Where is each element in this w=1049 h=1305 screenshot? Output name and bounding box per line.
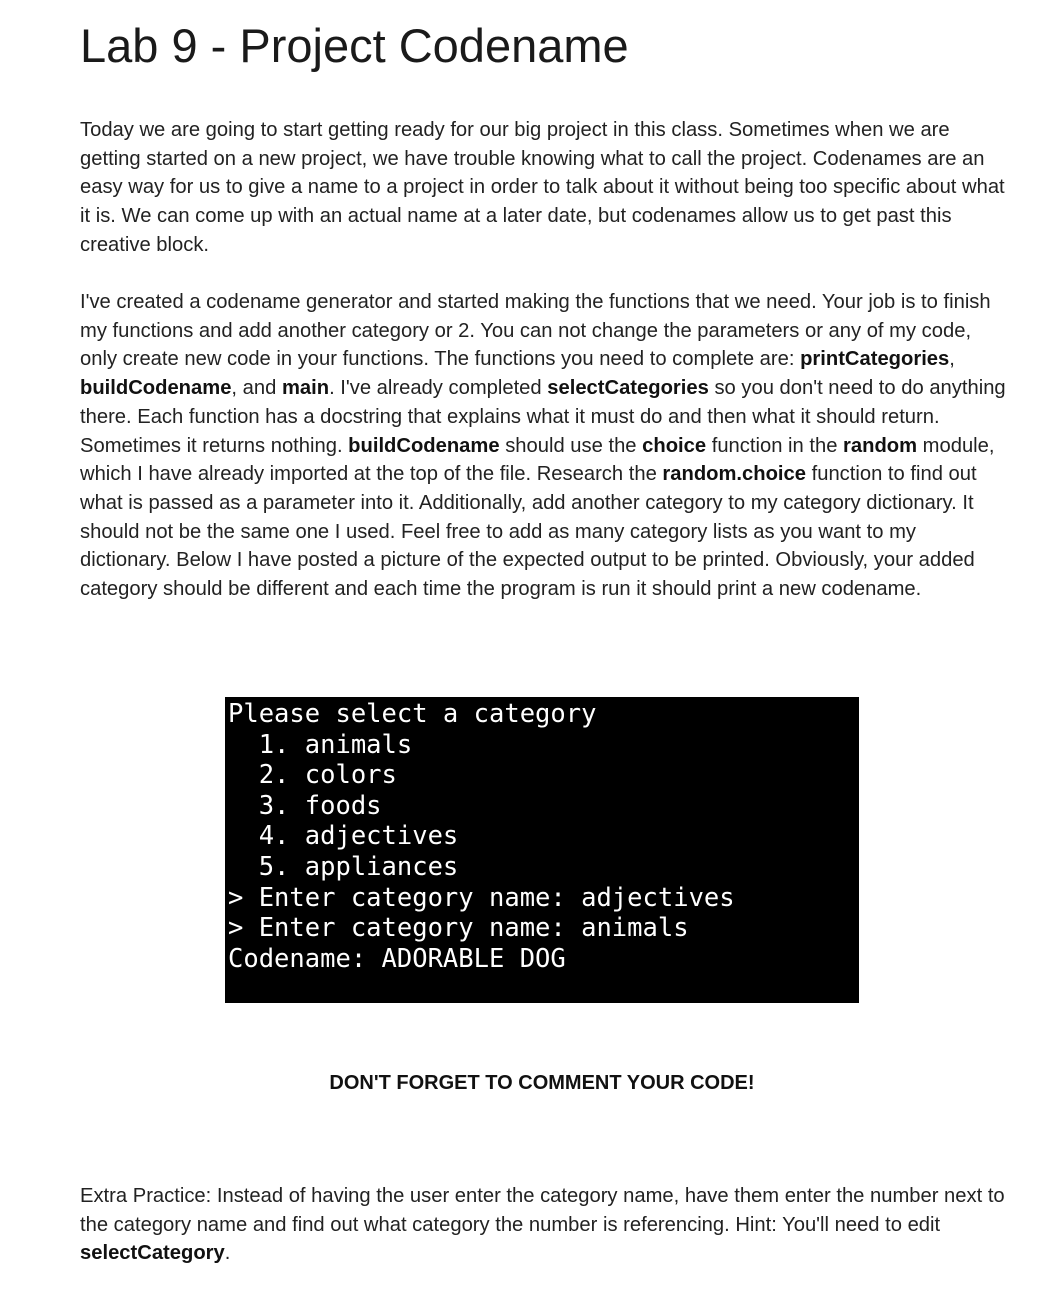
function-name-choice: choice <box>642 434 707 457</box>
function-name-printcategories: printCategories <box>800 348 950 371</box>
extra-practice-text: Extra Practice: Instead of having the user enter the category name, have them enter the number next to the category name and find out what category the number is referencing. Hint: You'll need to edit <box>80 1185 1005 1236</box>
instructions-text: I've created a codename generator and started making the functions that we need. Your job is to finish my functions and add another category or 2. You can not change the parameters or any of my code, only create new code in your functions. The functions you need to complete are: <box>80 291 991 371</box>
instructions-text: , <box>949 348 955 371</box>
instructions-text: , and <box>231 377 282 400</box>
terminal-output-screenshot <box>225 697 859 1003</box>
terminal-line: > Enter category name: animals <box>228 913 689 944</box>
instructions-text: should use the <box>499 434 643 457</box>
terminal-line: 2. colors <box>228 760 397 791</box>
function-name-buildcodename: buildCodename <box>80 377 232 400</box>
function-name-selectcategories: selectCategories <box>547 377 709 400</box>
instructions-text: so you don't need to do anything there. Each function has a docstring that explains what it must do and then what it should return. Sometimes it returns nothing. <box>80 377 1006 457</box>
function-name-buildcodename: buildCodename <box>348 434 500 457</box>
extra-practice-paragraph <box>80 1182 1010 1268</box>
instructions-text: module, which I have already imported at the top of the file. Research the <box>80 434 995 486</box>
terminal-line: 3. foods <box>228 790 382 821</box>
page-title: Lab 9 - Project Codename <box>80 19 629 72</box>
function-name-main: main <box>281 377 330 400</box>
instructions-paragraph <box>80 288 1010 604</box>
terminal-line: Codename: ADORABLE DOG <box>228 943 566 974</box>
instructions-text: . I've already completed <box>329 377 548 400</box>
intro-paragraph: Today we are going to start getting ready for our big project in this class. Sometimes when we are getting started on a new project, we have trouble knowing what to call the project. Codenames are an easy way for us to give a name to a project in order to talk about it without being too specific about what it is. We can come up with an actual name at a later date, but codenames allow us to get past this creative block. <box>80 119 1005 256</box>
module-name-random: random <box>843 434 918 457</box>
comment-reminder: DON'T FORGET TO COMMENT YOUR CODE! <box>329 1072 755 1094</box>
terminal-line: 1. animals <box>228 729 413 760</box>
terminal-line: > Enter category name: adjectives <box>228 882 735 913</box>
terminal-line: 4. adjectives <box>228 821 459 852</box>
instructions-text: function to find out what is passed as a parameter into it. Additionally, add another category to my category dictionary. It should not be the same one I used. Feel free to add as many category lists as you want to my dictionary. Below I have posted a picture of the expected output to be printed. Obviously, your added category should be different and each time the program is run it should print a new codename. <box>80 463 977 601</box>
extra-practice-end: . <box>224 1242 231 1265</box>
terminal-line: Please select a category <box>228 699 597 729</box>
function-name-random-choice: random.choice <box>662 463 806 486</box>
function-name-selectcategory: selectCategory <box>80 1242 225 1265</box>
instructions-text: function in the <box>706 434 844 457</box>
terminal-line: 5. appliances <box>228 851 459 882</box>
